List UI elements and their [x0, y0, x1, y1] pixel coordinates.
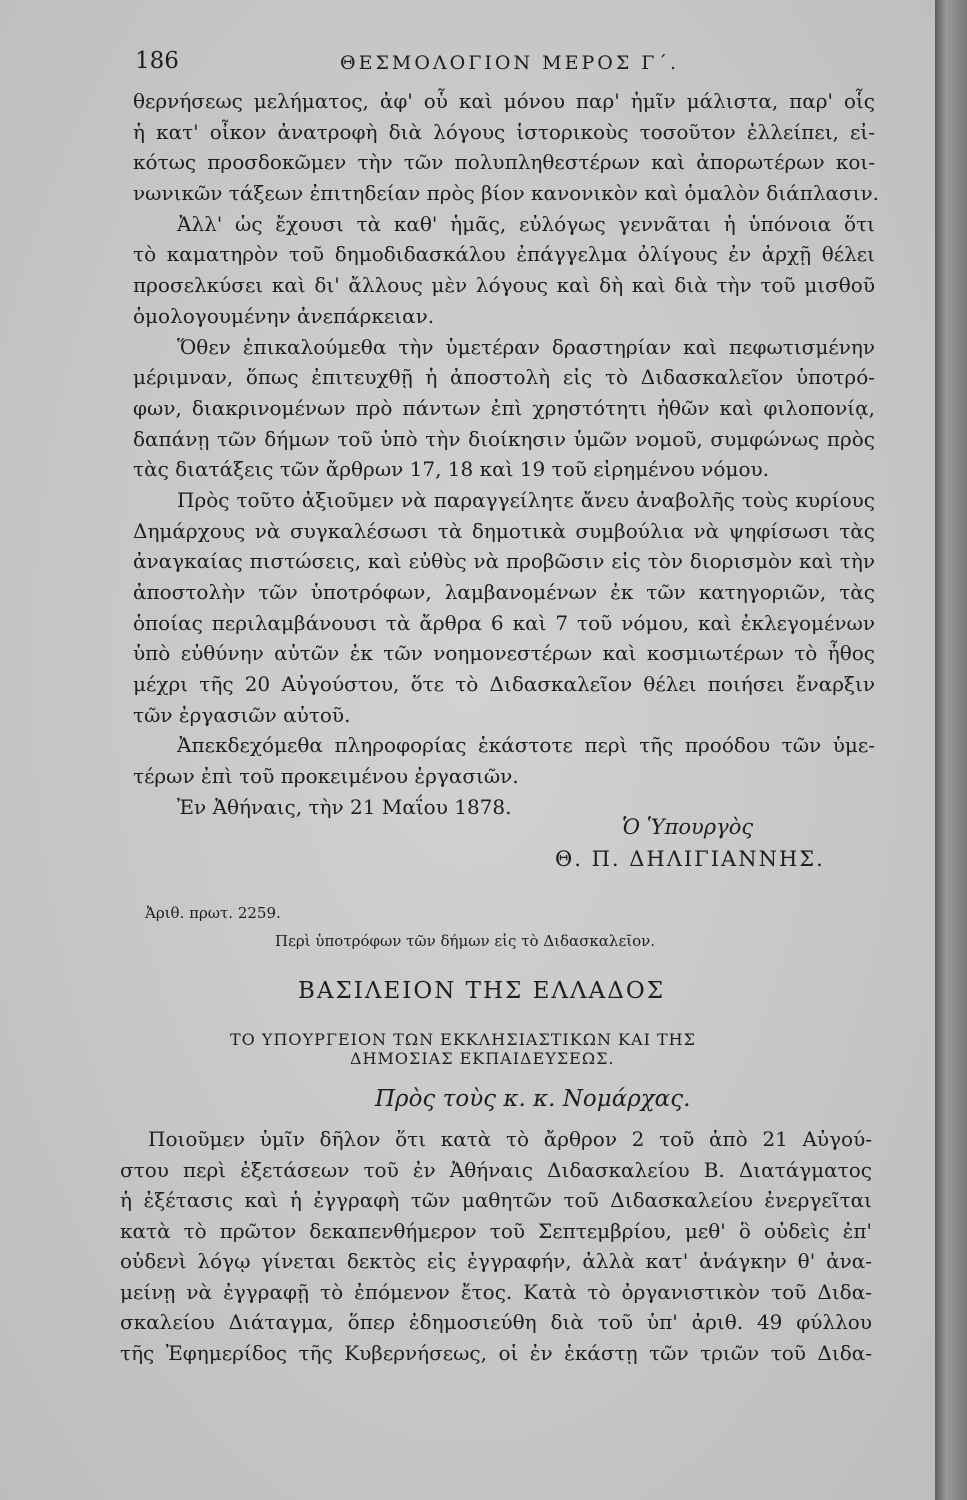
letter-body-continued	[133, 86, 880, 823]
text-line: σκαλείου Διάταγμα, ὅπερ ἐδημοσιεύθη διὰ τοῦ ὑπ' ἀριθ. 49 φύλλου	[120, 1310, 872, 1334]
running-title: ΘΕΣΜΟΛΟΓΙΟΝ ΜΕΡΟΣ Γ΄.	[340, 52, 680, 74]
date-line: Ἐν Ἀθήναις, τὴν 21 Μαΐου 1878.	[177, 794, 512, 819]
text-line: στου περὶ ἐξετάσεων τοῦ ἐν Ἀθήναις Διδασκαλείου Β. Διατάγματος	[120, 1157, 872, 1182]
text-line: Ὅθεν ἐπικαλούμεθα τὴν ὑμετέραν δραστηρίαν καὶ πεφωτισμένην	[177, 334, 875, 359]
text-line: Ἀλλ' ὡς ἔχουσι τὰ καθ' ἡμᾶς, εὐλόγως γεννᾶται ἡ ὑπόνοια ὅτι	[177, 211, 875, 236]
text-line: προσελκύσει καὶ δι' ἄλλους μὲν λόγους καὶ δὴ καὶ διὰ τὴν τοῦ μισθοῦ	[133, 273, 875, 298]
text-line: μείνῃ νὰ ἐγγραφῇ τὸ ἐπόμενον ἔτος. Κατὰ τὸ ὀργανιστικὸν τοῦ Διδα-	[120, 1279, 872, 1304]
text-line: τέρων ἐπὶ τοῦ προκειμένου ἐργασιῶν.	[133, 764, 519, 789]
text-line: μέριμναν, ὅπως ἐπιτευχθῇ ἡ ἀποστολὴ εἰς τὸ Διδασκαλεῖον ὑποτρό-	[133, 365, 875, 390]
text-line: ἀναγκαίας πιστώσεις, καὶ εὐθὺς νὰ προβῶσιν εἰς τὸν διορισμὸν καὶ τὴν	[133, 549, 875, 574]
ministry-heading-line1: ΤΟ ΥΠΟΥΡΓΕΙΟΝ ΤΩΝ ΕΚΚΛΗΣΙΑΣΤΙΚΩΝ ΚΑΙ ΤΗΣ	[230, 1030, 696, 1049]
text-line: ἡ ἐξέτασις καὶ ἡ ἐγγραφὴ τῶν μαθητῶν τοῦ Διδασκαλείου ἐνεργεῖται	[120, 1188, 872, 1212]
text-line: μέχρι τῆς 20 Αὐγούστου, ὅτε τὸ Διδασκαλεῖον θέλει ποιήσει ἔναρξιν	[133, 672, 875, 697]
text-line: τῆς Ἐφημερίδος τῆς Κυβερνήσεως, οἱ ἐν ἑκάστῃ τῶν τριῶν τοῦ Διδα-	[120, 1340, 872, 1365]
signature-role: Ὁ Ὑπουργὸς	[622, 815, 754, 839]
text-line: δαπάνῃ τῶν δήμων τοῦ ὑπὸ τὴν διοίκησιν ὑμῶν νομοῦ, συμφώνως πρὸς	[133, 426, 875, 451]
text-line: οὐδενὶ λόγῳ γίνεται δεκτὸς εἰς ἐγγραφήν, ἀλλὰ κατ' ἀνάγκην θ' ἀνα-	[120, 1249, 872, 1273]
protocol-number: Ἀριθ. πρωτ. 2259.	[145, 904, 281, 922]
text-line: φων, διακρινομένων πρὸ πάντων ἐπὶ χρηστότητι ἠθῶν καὶ φιλοπονίᾳ,	[133, 395, 875, 420]
text-line: Ποιοῦμεν ὑμῖν δῆλον ὅτι κατὰ τὸ ἄρθρον 2 τοῦ ἀπὸ 21 Αὐγού-	[148, 1127, 872, 1151]
text-line: Δημάρχους νὰ συγκαλέσωσι τὰ δημοτικὰ συμβούλια νὰ ψηφίσωσι τὰς	[133, 518, 875, 543]
letter-subject: Περὶ ὑποτρόφων τῶν δήμων εἰς τὸ Διδασκαλεῖον.	[275, 932, 656, 950]
text-line: θερνήσεως μελήματος, ἀφ' οὗ καὶ μόνου παρ' ἡμῖν μάλιστα, παρ' οἷς	[133, 89, 875, 113]
text-line: ἀποστολὴν τῶν ὑποτρόφων, λαμβανομένων ἐκ τῶν κατηγοριῶν, τὰς	[133, 580, 875, 604]
text-line: νωνικῶν τάξεων ἐπιτηδείαν πρὸς βίον κανονικὸν καὶ ὁμαλὸν διάπλασιν.	[133, 181, 880, 206]
text-line: ὁμολογουμένην ἀνεπάρκειαν.	[133, 303, 435, 328]
text-line: κότως προσδοκῶμεν τὴν τῶν πολυπληθεστέρων καὶ ἀπορωτέρων κοι-	[133, 150, 875, 175]
text-line: ὑπὸ εὐθύνην αὐτῶν ἐκ τῶν νοημονεστέρων καὶ κοσμιωτέρων τὸ ἦθος	[133, 641, 875, 666]
text-line: τὰς διατάξεις τῶν ἄρθρων 17, 18 καὶ 19 τοῦ εἰρημένου νόμου.	[133, 457, 770, 482]
text-line: τὸ καματηρὸν τοῦ δημοδιδασκάλου ἐπάγγελμα ὀλίγους ἐν ἀρχῇ θέλει	[133, 242, 875, 267]
addressee: Πρὸς τοὺς κ. κ. Νομάρχας.	[375, 1086, 691, 1112]
ministry-heading-line2: ΔΗΜΟΣΙΑΣ ΕΚΠΑΙΔΕΥΣΕΩΣ.	[350, 1049, 615, 1068]
kingdom-heading: ΒΑΣΙΛΕΙΟΝ ΤΗΣ ΕΛΛΑΔΟΣ	[298, 978, 665, 1004]
text-line: ὁποίας περιλαμβάνουσι τὰ ἄρθρα 6 καὶ 7 τοῦ νόμου, καὶ ἐκλεγομένων	[133, 610, 875, 635]
text-line: Πρὸς τοῦτο ἀξιοῦμεν νὰ παραγγείλητε ἄνευ ἀναβολῆς τοὺς κυρίους	[177, 487, 875, 512]
text-line: Ἀπεκδεχόμεθα πληροφορίας ἑκάστοτε περὶ τῆς προόδου τῶν ὑμε-	[177, 733, 875, 758]
page-number: 186	[135, 48, 179, 74]
text-line: τῶν ἐργασιῶν αὐτοῦ.	[133, 702, 351, 727]
text-line: κατὰ τὸ πρῶτον δεκαπενθήμερον τοῦ Σεπτεμβρίου, μεθ' ὃ οὐδεὶς ἐπ'	[120, 1218, 872, 1243]
book-page-edge	[935, 0, 967, 1500]
signature-name: Θ. Π. ΔΗΛΙΓΙΑΝΝΗΣ.	[555, 847, 825, 871]
text-line: ἡ κατ' οἶκον ἀνατροφὴ διὰ λόγους ἱστορικοὺς τοσοῦτον ἐλλείπει, εἰ-	[133, 119, 875, 144]
letter-body	[120, 1124, 872, 1368]
